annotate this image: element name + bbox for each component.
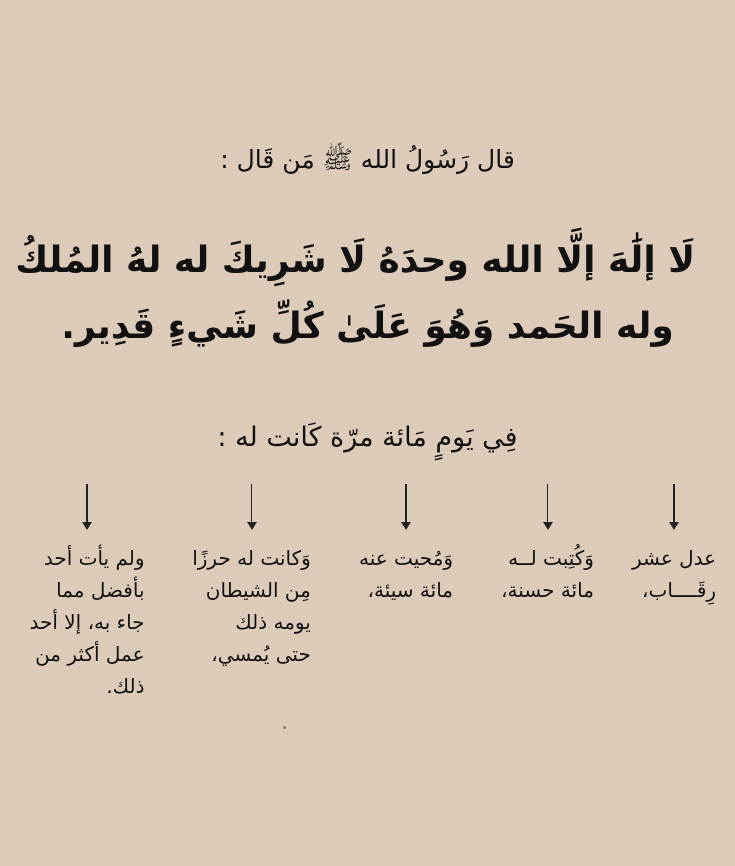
reward-line: يومه ذلك	[235, 610, 311, 634]
rewards-list	[14, 484, 722, 744]
reward-text	[632, 542, 716, 606]
dhikr-line-1: لَا إلَٰهَ إلَّا الله وحدَهُ لَا شَرِيكَ له لهُ المُلكُ	[15, 240, 695, 281]
reward-line: مِن الشيطان	[205, 578, 311, 602]
reward-text	[29, 542, 144, 702]
reward-line: حتى يُمسي،	[211, 642, 311, 666]
reward-line: وَمُحيت عنه	[359, 546, 454, 570]
reward-column-5	[14, 484, 160, 744]
down-arrow-icon	[81, 484, 93, 530]
decorative-dot	[283, 726, 286, 729]
reward-line: مائة حسنة،	[501, 578, 594, 602]
reward-line: وَكانت له حرزًا	[192, 546, 311, 570]
reward-line: جاء به، إلا أحد	[29, 610, 145, 634]
reward-line: بأفضل مما	[56, 578, 145, 602]
down-arrow-icon	[400, 484, 412, 530]
reward-line: عمل أكثر من	[35, 642, 145, 666]
reward-line: ولم يأت أحد	[43, 546, 145, 570]
reward-line: رِقَــــاب،	[642, 578, 717, 602]
reward-column-3	[343, 484, 469, 744]
condition-text: فِي يَومٍ مَائة مرّة كَانت له :	[217, 422, 518, 453]
reward-column-1	[626, 484, 722, 744]
intro-text: قال رَسُولُ الله ﷺ مَن قَال :	[220, 145, 515, 174]
reward-line: ذلك.	[106, 674, 145, 698]
reward-line: مائة سيئة،	[367, 578, 454, 602]
dhikr-text	[15, 228, 695, 360]
reward-line: عدل عشر	[631, 546, 717, 570]
dhikr-line-2: وله الحَمد وَهُوَ عَلَىٰ كُلِّ شَيءٍ قَدِير.	[61, 306, 674, 347]
reward-text	[501, 542, 594, 606]
reward-column-4	[177, 484, 327, 744]
reward-line: وَكُتِبت لــه	[508, 546, 594, 570]
down-arrow-icon	[246, 484, 258, 530]
reward-column-2	[486, 484, 610, 744]
reward-text	[359, 542, 453, 606]
reward-text	[192, 542, 311, 670]
down-arrow-icon	[542, 484, 554, 530]
down-arrow-icon	[668, 484, 680, 530]
